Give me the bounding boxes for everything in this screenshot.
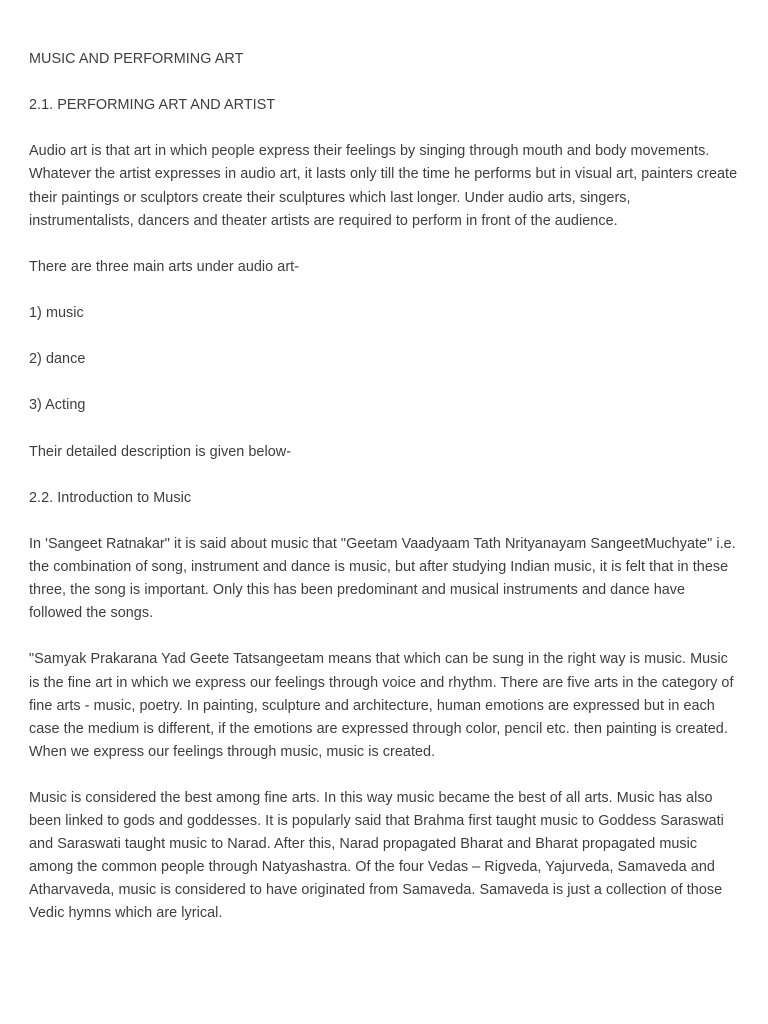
paragraph: Music is considered the best among fine arts. In this way music became the best of all arts. Music has also been linked to gods and goddesses. It is popularly said that Brahma first taught music to Goddess Saraswati and Saraswati taught music to Narad. After this, Narad propagated Bharat and Bharat propagated music among the common people through Natyashastra. Of the four Vedas – Rigveda, Yajurveda, Samaveda and Atharvaveda, music is considered to have originated from Samaveda. Samaveda is just a collection of those Vedic hymns which are lyrical. (29, 790, 724, 922)
list-item: 1) music (29, 305, 84, 322)
paragraph: In 'Sangeet Ratnakar" it is said about music that "Geetam Vaadyaam Tath Nrityanayam SangeetMuchyate" i.e. the combination of song, instrument and dance is music, but after studying Indian music, it is felt that in these three, the song is important. Only this has been predominant and musical instruments and dance have followed the songs. (29, 535, 736, 622)
paragraph: Audio art is that art in which people express their feelings by singing through mouth and body movements. Whatever the artist expresses in audio art, it lasts only till the time he performs but in visual art, painters create their paintings or sculptors create their sculptures which last longer. Under audio arts, singers, instrumentalists, dancers and theater artists are required to perform in front of the audience. (29, 143, 738, 229)
section-heading: 2.1. PERFORMING ART AND ARTIST (29, 97, 276, 114)
section-heading: 2.2. Introduction to Music (29, 489, 192, 506)
list-item: 3) Acting (29, 397, 86, 414)
paragraph: "Samyak Prakarana Yad Geete Tatsangeetam means that which can be sung in the right way is music. Music is the fine art in which we express our feelings through voice and rhythm. There are five arts in the category of fine arts - music, poetry. In painting, sculpture and architecture, human emotions are expressed but in each case the medium is different, if the emotions are expressed through color, pencil etc. then painting is created. When we express our feelings through music, music is created. (29, 651, 734, 760)
document-heading: MUSIC AND PERFORMING ART (29, 51, 244, 67)
paragraph: There are three main arts under audio art- (29, 258, 300, 275)
paragraph: Their detailed description is given below- (29, 443, 292, 460)
list-item: 2) dance (29, 351, 86, 368)
